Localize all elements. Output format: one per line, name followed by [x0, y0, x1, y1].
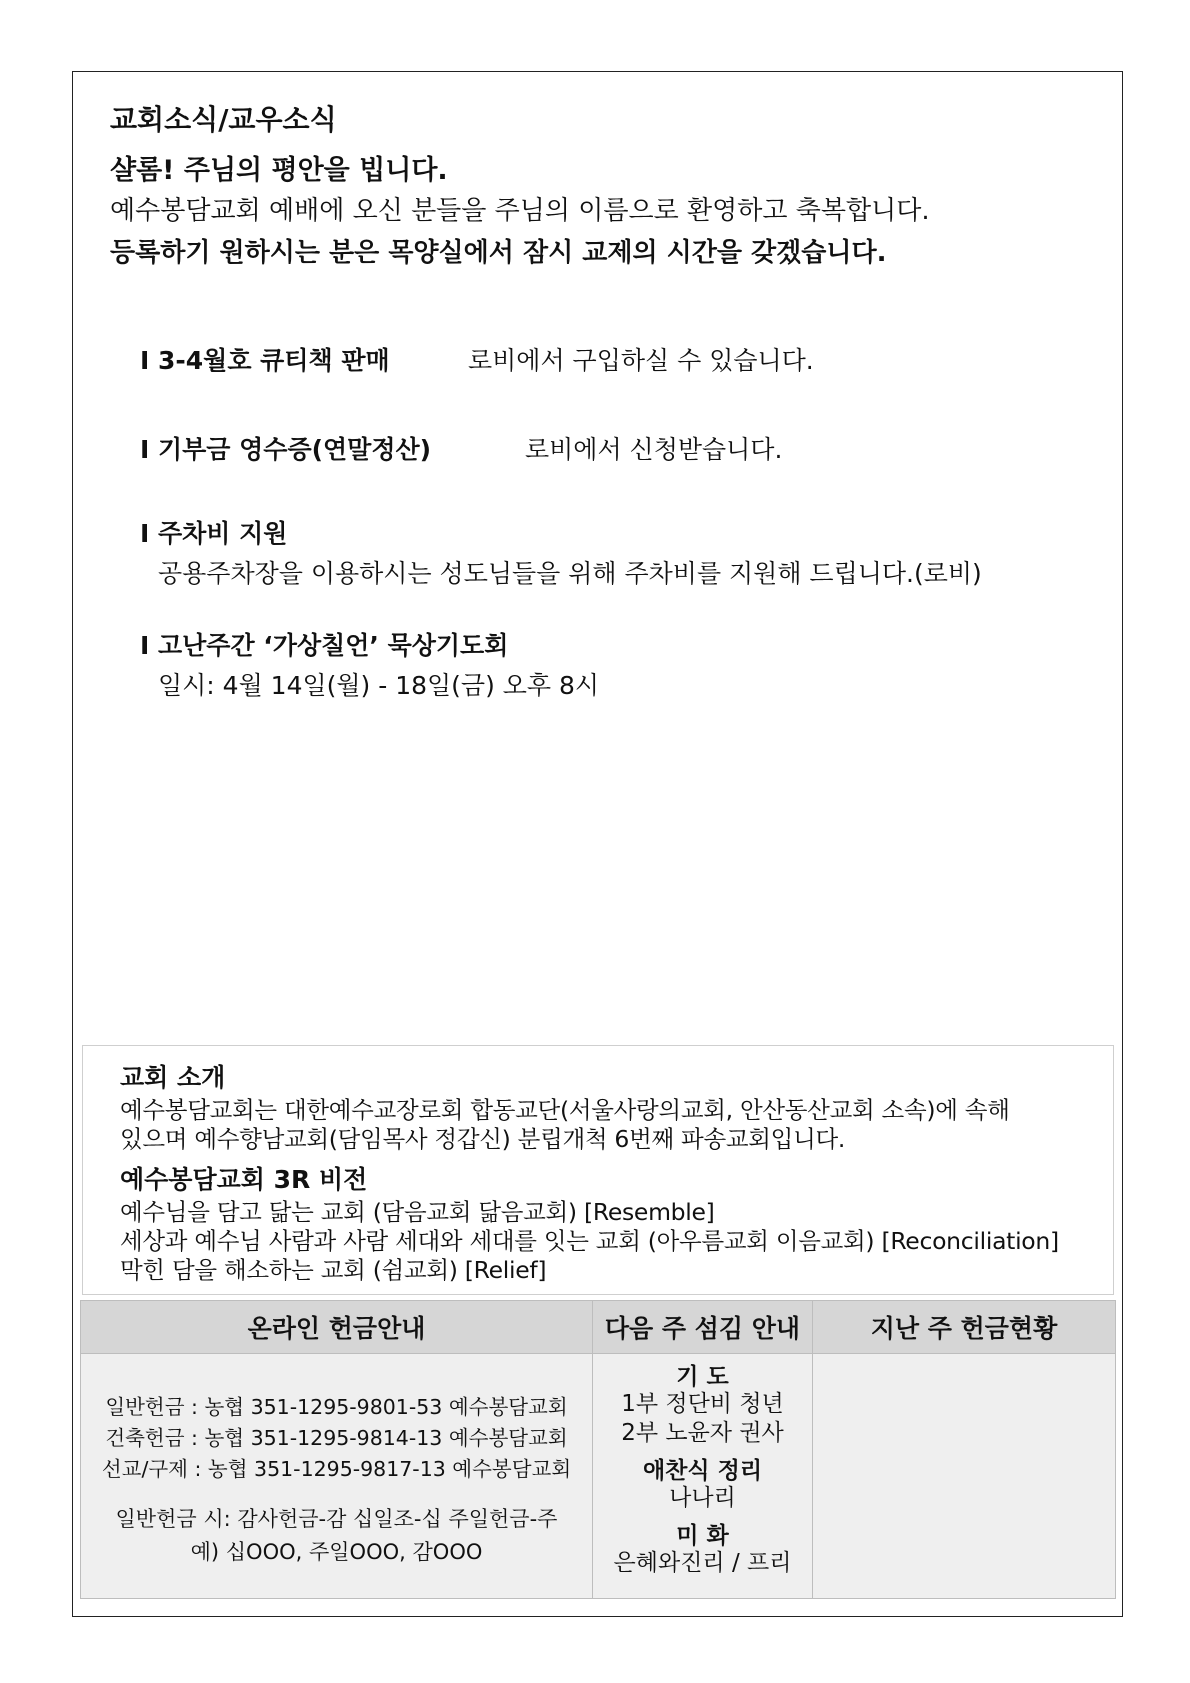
account-line: 일반헌금 : 농협 351-1295-9801-53 예수봉담교회	[105, 1395, 568, 1419]
welcome-text: 예수봉담교회 예배에 오신 분들을 주님의 이름으로 환영하고 축복합니다.	[110, 196, 930, 226]
news-item-head: I 고난주간 ‘가상칠언’ 묵상기도회	[140, 631, 509, 660]
prayer-title: 기 도	[676, 1364, 729, 1390]
account-line: 건축헌금 : 농협 351-1295-9814-13 예수봉담교회	[105, 1426, 568, 1450]
vision-item: 예수님을 담고 닮는 교회 (담음교회 닮음교회) [Resemble]	[120, 1198, 715, 1226]
info-table	[80, 1300, 1116, 1599]
online-offering-header: 온라인 헌금안내	[81, 1301, 593, 1354]
vision-title: 예수봉담교회 3R 비전	[120, 1165, 368, 1194]
flower-names: 은혜와진리 / 프리	[613, 1550, 792, 1576]
vision-item: 세상과 예수님 사람과 사람 세대와 세대를 잇는 교회 (아우름교회 이음교회) [Reconciliation]	[120, 1227, 1059, 1255]
church-intro-title: 교회 소개	[120, 1063, 226, 1092]
church-intro-line: 예수봉담교회는 대한예수교장로회 합동교단(서울사랑의교회, 안산동산교회 소속)에 속해	[120, 1096, 1010, 1124]
news-item-head: I 기부금 영수증(연말정산)	[140, 435, 432, 464]
registration-text: 등록하기 원하시는 분은 목양실에서 잠시 교제의 시간을 갖겠습니다.	[110, 238, 887, 268]
account-line: 선교/구제 : 농협 351-1295-9817-13 예수봉담교회	[101, 1457, 572, 1481]
offering-example: 예) 십OOO, 주일OOO, 감OOO	[190, 1540, 483, 1564]
serving-cell	[593, 1354, 813, 1599]
last-week-offering-header: 지난 주 헌금현황	[813, 1301, 1116, 1354]
next-week-serving-header: 다음 주 섬김 안내	[593, 1301, 813, 1354]
news-item-text: 로비에서 구입하실 수 있습니다.	[468, 346, 814, 375]
cleanup-title: 애찬식 정리	[642, 1458, 763, 1484]
church-intro-line: 있으며 예수향남교회(담임목사 정갑신) 분립개척 6번째 파송교회입니다.	[120, 1125, 846, 1153]
last-week-offering-cell	[813, 1354, 1116, 1599]
offering-note: 일반헌금 시: 감사헌금-감 십일조-십 주일헌금-주	[115, 1507, 558, 1531]
news-item-text: 공용주차장을 이용하시는 성도님들을 위해 주차비를 지원해 드립니다.(로비)	[158, 559, 982, 588]
prayer-service-1: 1부 정단비 청년	[621, 1391, 784, 1417]
news-item-text: 로비에서 신청받습니다.	[525, 435, 783, 464]
news-item-head: I 3-4월호 큐티책 판매	[140, 346, 390, 375]
online-offering-cell	[81, 1354, 593, 1599]
church-intro-box	[82, 1045, 1114, 1295]
cleanup-name: 나나리	[669, 1485, 736, 1511]
news-title: 교회소식/교우소식	[110, 103, 337, 136]
vision-item: 막힌 담을 해소하는 교회 (쉼교회) [Relief]	[120, 1256, 547, 1284]
news-item-head: I 주차비 지원	[140, 519, 288, 548]
news-item-text: 일시: 4월 14일(월) - 18일(금) 오후 8시	[158, 671, 600, 700]
prayer-service-2: 2부 노윤자 권사	[621, 1420, 784, 1446]
flower-title: 미 화	[676, 1523, 729, 1549]
greeting: 샬롬! 주님의 평안을 빕니다.	[110, 155, 448, 186]
